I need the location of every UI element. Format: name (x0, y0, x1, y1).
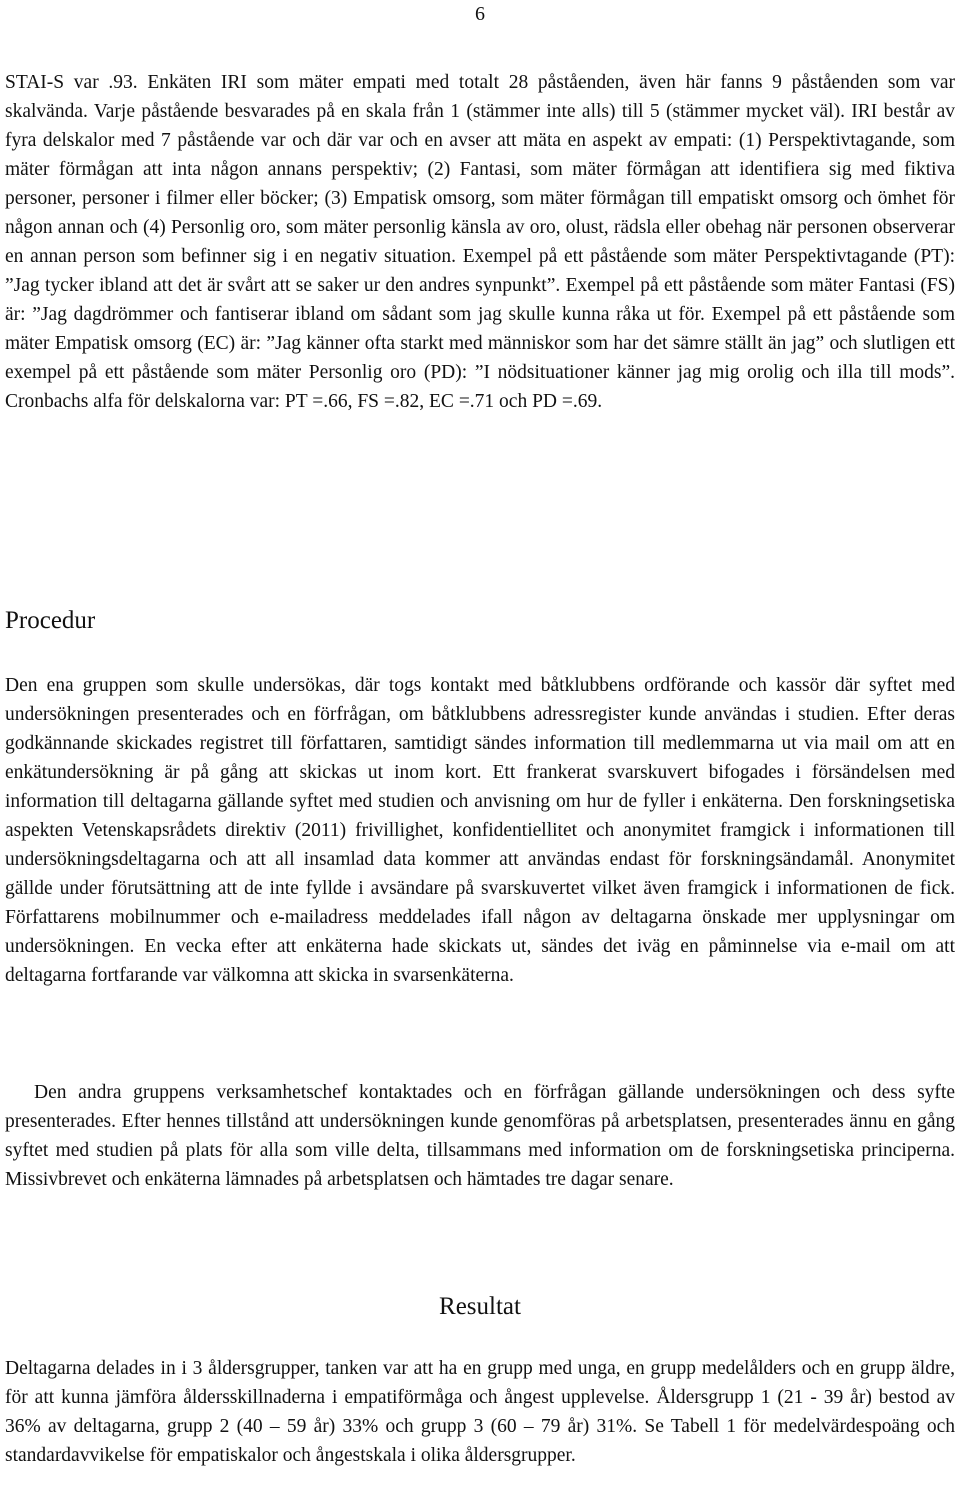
procedur-paragraph-1: Den ena gruppen som skulle undersökas, där togs kontakt med båtklubbens ordförande och kassör där syftet med undersökningen presenterades och en förfrågan, om båtklubbens adressregister kunde användas i studien. Efter deras godkännande skickades registret till författaren, samtidigt sändes information till medlemmarna ut via mail om att en enkätundersökning är på gång att skickas ut inom kort. Ett frankerat svarskuvert bifogades i försändelsen med information till deltagarna gällande syftet med studien och anvisning om hur de fyller i enkäterna. Den forskningsetiska aspekten Vetenskapsrådets direktiv (2011) frivillighet, konfidentiellitet och anonymitet framgick i informationen till undersökningsdeltagarna och att all insamlad data kommer att användas endast för forskningsändamål. Anonymitet gällde under förutsättning att de inte fyllde i avsändare på svarskuvertet vilket även framgick i informationen de fick. Författarens mobilnummer och e-mailadress meddelades ifall någon av deltagarna önskade mer upplysningar om undersökningen. En vecka efter att enkäterna hade skickats ut, sändes det iväg en påminnelse via e-mail om att deltagarna fortfarande var välkomna att skicka in svarsenkäterna. (5, 675, 955, 986)
procedur-heading: Procedur (5, 607, 96, 634)
methods-paragraph: STAI-S var .93. Enkäten IRI som mäter empati med totalt 28 påståenden, även här fanns 9 påståenden som var skalvända. Varje påstående besvarades på en skala från 1 (stämmer inte alls) till 5 (stämmer mycket väl). IRI består av fyra delskalor med 7 påstående var och där var och en avser att mäta en aspekt av empati: (1) Perspektivtagande, som mäter förmågan att inta någon annans perspektiv; (2) Fantasi, som mäter förmågan att identifiera sig med fiktiva personer, personer i filmer eller böcker; (3) Empatisk omsorg, som mäter förmågan till empatiskt omsorg och ömhet för någon annan och (4) Personlig oro, som mäter personlig känsla av oro, olust, rädsla eller obehag när personen observerar en annan person som befinner sig i en negativ situation. Exempel på ett påstående som mäter Perspektivtagande (PT): ”Jag tycker ibland att det är svårt att se saker ur den andres synpunkt”. Exempel på ett påstående som mäter Fantasi (FS) är: ”Jag dagdrömmer och fantiserar ibland om sådant som jag skulle kunna råka ut för. Exempel på ett påstående som mäter Empatisk omsorg (EC) är: ”Jag känner ofta starkt med människor som har det sämre ställt än jag” och slutligen ett exempel på ett påstående som mäter Personlig oro (PD): ”I nödsituationer känner jag mig orolig och illa till mods”. Cronbachs alfa för delskalorna var: PT =.66, FS =.82, EC =.71 och PD =.69. (5, 72, 955, 412)
resultat-heading: Resultat (439, 1293, 521, 1320)
resultat-paragraph: Deltagarna delades in i 3 åldersgrupper, tanken var att ha en grupp med unga, en grupp medelålders och en grupp äldre, för att kunna jämföra åldersskillnaderna i empatiförmåga och ångest upplevelse. Åldersgrupp 1 (21 - 39 år) bestod av 36% av deltagarna, grupp 2 (40 – 59 år) 33% och grupp 3 (60 – 79 år) 31%. Se Tabell 1 för medelvärdespoäng och standardavvikelse för empatiskalor och ångestskala i olika åldersgrupper. (5, 1358, 955, 1466)
procedur-paragraph-2: Den andra gruppens verksamhetschef kontaktades och en förfrågan gällande undersökningen och dess syfte presenterades. Efter hennes tillstånd att undersökningen kunde genomföras på arbetsplatsen, presenterades ännu en gång syftet med studien på plats för alla som ville delta, tillsammans med information om de forskningsetiska principerna. Missivbrevet och enkäterna lämnades på arbetsplatsen och hämtades tre dagar senare. (5, 1082, 955, 1190)
page-number: 6 (475, 3, 485, 25)
